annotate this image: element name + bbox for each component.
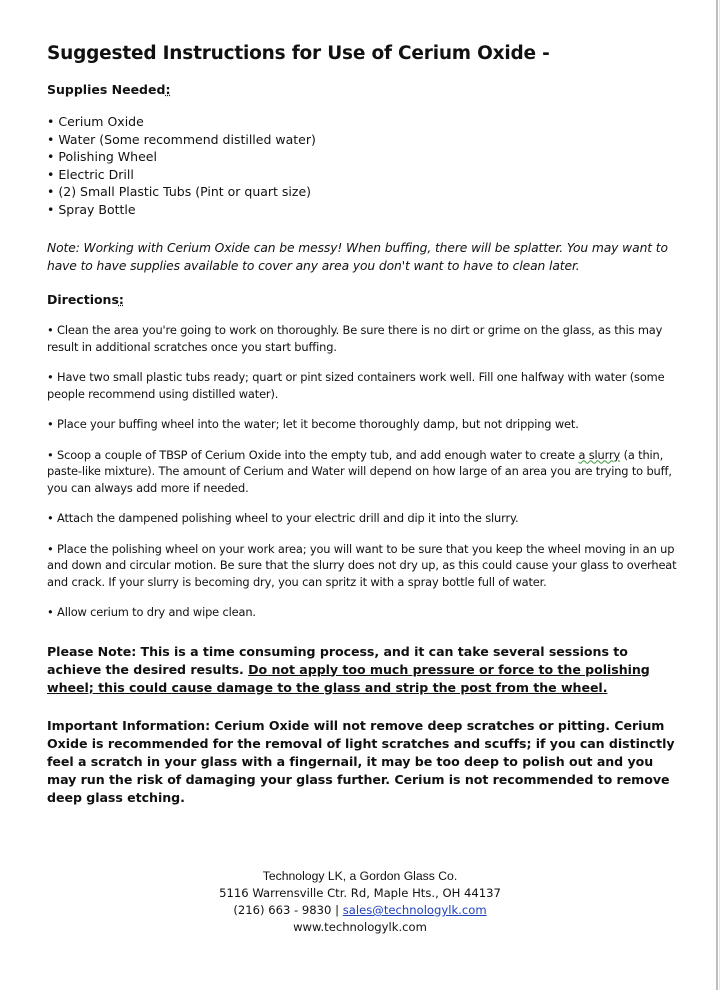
direction-step-wheel: • Place your buffing wheel into the water; let it become thoroughly damp, but not dripping wet. <box>47 416 677 433</box>
direction-step-tubs: • Have two small plastic tubs ready; quart or pint sized containers work well. Fill one halfway with water (some people recommend using distilled water). <box>47 369 677 402</box>
contact-footer <box>0 868 720 936</box>
supplies-heading <box>47 81 677 98</box>
supplies-list <box>47 113 677 218</box>
footer-website: www.technologylk.com <box>293 920 427 934</box>
please-note-lead: Please Note: This is a time consuming process, and it can take several sessions to achieve the desired results. <box>47 643 628 677</box>
document-title: Suggested Instructions for Use of Cerium Oxide - <box>47 43 550 64</box>
supply-item: • (2) Small Plastic Tubs (Pint or quart size) <box>47 183 677 201</box>
direction-step-dry: • Allow cerium to dry and wipe clean. <box>47 604 677 621</box>
direction-step-polish: • Place the polishing wheel on your work area; you will want to be sure that you keep the wheel moving in an up and down and circular motion. Be sure that the slurry does not dry up, as this could cause your glass to overheat and crack. If your slurry is becoming dry, you can spritz it with a spray bottle full of water. <box>47 541 677 591</box>
messy-note: Note: Working with Cerium Oxide can be messy! When buffing, there will be splatter. You may want to have to have supplies available to cover any area you don't want to have to clean later. <box>47 241 668 273</box>
direction-step-slurry <box>47 447 677 497</box>
directions-heading-colon: : <box>118 292 124 307</box>
directions-heading <box>47 291 677 308</box>
slurry-spellcheck-word: a slurry <box>578 447 621 462</box>
please-note-paragraph <box>47 643 677 697</box>
directions-steps <box>47 322 677 621</box>
footer-phone: (216) 663 - 9830 <box>233 903 332 917</box>
footer-address: 5116 Warrensville Ctr. Rd, Maple Hts., OH 44137 <box>219 886 501 900</box>
supply-item: • Electric Drill <box>47 166 677 184</box>
footer-company: Technology LK, a Gordon Glass Co. <box>262 869 458 883</box>
slurry-text-before: Scoop a couple of TBSP of Cerium Oxide into the empty tub, and add enough water to create <box>57 447 579 462</box>
supply-item: • Cerium Oxide <box>47 113 677 131</box>
direction-step-attach: • Attach the dampened polishing wheel to your electric drill and dip it into the slurry. <box>47 510 677 527</box>
footer-email-link[interactable]: sales@technologylk.com <box>342 903 487 917</box>
page-right-border <box>716 0 718 990</box>
supplies-heading-text: Supplies Needed <box>47 82 166 97</box>
supply-item: • Water (Some recommend distilled water) <box>47 131 677 149</box>
please-note-warning: Do not apply too much pressure or force to the polishing wheel; this could cause damage to the glass and strip the post from the wheel. <box>47 661 650 695</box>
footer-contact-line <box>0 902 720 919</box>
slurry-text-after: (a thin, paste-like mixture). The amount of Cerium and Water will depend on how large of an area you are trying to buff, you can always add more if needed. <box>47 447 672 495</box>
supplies-heading-colon: : <box>165 82 171 97</box>
footer-separator: | <box>331 903 343 917</box>
direction-step-clean: • Clean the area you're going to work on thoroughly. Be sure there is no dirt or grime on the glass, as this may result in additional scratches once you start buffing. <box>47 322 677 355</box>
supply-item: • Spray Bottle <box>47 201 677 219</box>
directions-heading-text: Directions <box>47 292 119 307</box>
supply-item: • Polishing Wheel <box>47 148 677 166</box>
important-info-paragraph: Important Information: Cerium Oxide will not remove deep scratches or pitting. Cerium Oxide is recommended for the removal of light scratches and scuffs; if you can distinctly feel a scratch in your glass with a fingernail, it may be too deep to polish out and you may run the risk of damaging your glass further. Cerium is not recommended to remove deep glass etching. <box>47 717 675 805</box>
document-body <box>47 42 677 807</box>
